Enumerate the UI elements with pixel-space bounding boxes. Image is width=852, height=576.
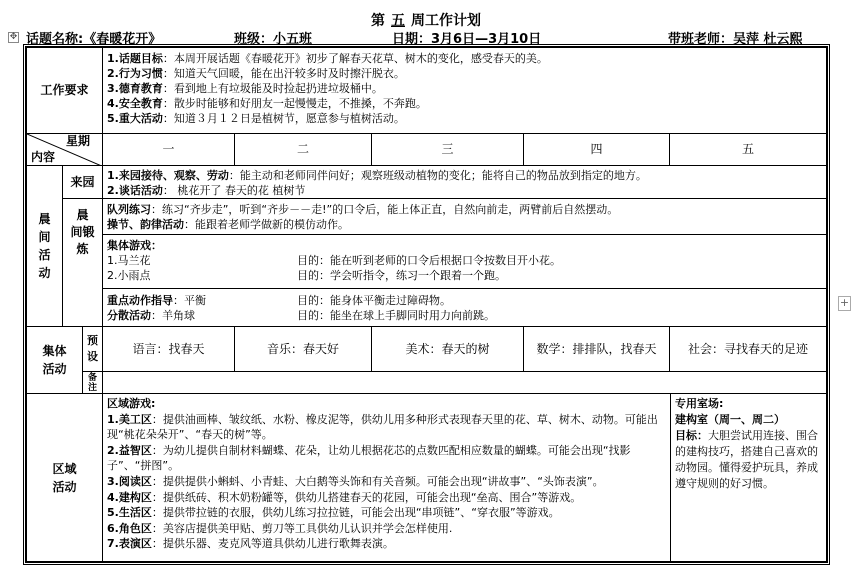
area-item-2: 2.益智区：为幼儿提供自制材料蝴蝶、花朵，让幼儿根据花芯的点数匹配相应数量的蝴蝶。可能会出现“找影子”、“拼图”。 (107, 443, 631, 473)
collective-day-5: 社会：寻找春天的足迹 (669, 326, 827, 372)
area-activity-label: 区域活动 (26, 393, 103, 562)
game-row-1: 1.马兰花 目的：能在听到老师的口令后根据口令按数目开小花。 (107, 254, 561, 267)
area-item-7: 7.表演区：提供乐器、麦克风等道具供幼儿进行歌舞表演。 (107, 537, 394, 551)
collective-day-2: 音乐：春天好 (234, 326, 372, 372)
req-1: 1.话题目标：本周开展话题《春暖花开》初步了解春天花草、树木的变化，感受春天的美。 (107, 52, 548, 65)
req-5: 5.重大活动：知道３月１２日是植树节，愿意参与植树活动。 (107, 112, 405, 125)
area-item-1: 1.美工区：提供油画棒、皱纹纸、水粉、橡皮泥等，供幼儿用多种形式表现春天里的花、草、树木、动物。可能出现“桃花朵朵开”、“春天的树”等。 (107, 412, 658, 442)
arrival-content: 1.来园接待、观察、劳动：能主动和老师同伴问好；观察班级动植物的变化；能将自己的物品放到指定的地方。 2.谈话活动： 桃花开了 春天的花 植树节 (102, 165, 827, 199)
class-name: 班级：小五班 (234, 32, 313, 47)
area-item-4: 4.建构区：提供纸砖、积木奶粉罐等，供幼儿搭建春天的花园，可能会出现“垒高、围合”等游戏。 (107, 490, 582, 504)
collective-day-4: 数学：排排队，找春天 (523, 326, 670, 372)
group-games-content: 集体游戏： 1.马兰花 目的：能在听到老师的口令后根据口令按数目开小花。 2.小雨点 目的：学会听指令，练习一个跟着一个跑。 (102, 234, 827, 289)
table-move-handle-icon[interactable]: ✥ (9, 32, 18, 42)
exercise-drill-content: 队列练习：练习“齐步走”，听到“齐步－－走!”的口令后，能上体正直，自然向前走，两臂前后自然摆动。 操节、韵律活动：能跟着老师学做新的模仿动作。 (102, 198, 827, 235)
special-room-content: 专用室场: 建构室（周一、周二） 目标：大胆尝试用连接、围合的建构技巧，搭建自己喜欢的动物园。懂得爱护玩具，养成遵守规则的好习惯。 (670, 393, 827, 562)
req-4: 4.安全教育：散步时能够和好朋友一起慢慢走，不推搡，不奔跑。 (107, 97, 427, 110)
work-requirements-label: 工作要求 (26, 47, 103, 134)
note-content (102, 371, 827, 394)
note-label: 备注 (82, 371, 103, 394)
teacher-names: 带班老师：吴萍 杜云熙 (668, 32, 803, 47)
collective-day-1: 语言：找春天 (102, 326, 235, 372)
topic-name: 话题名称:《春暖花开》 (26, 32, 162, 47)
page-title: 第 五 周工作计划 (371, 13, 481, 29)
collective-activity-label: 集体活动 (26, 326, 83, 394)
arrival-label: 来园 (62, 165, 103, 199)
work-requirements-content (102, 47, 827, 134)
week-number: 五 (391, 13, 405, 29)
add-column-icon[interactable]: + (839, 296, 850, 309)
area-item-6: 6.角色区：美容店提供美甲贴、剪刀等工具供幼儿认识并学会怎样使用. (107, 521, 453, 535)
req-2: 2.行为习惯：知道天气回暖，能在出汗较多时及时擦汗脱衣。 (107, 67, 405, 80)
focus-activity-content: 重点动作指导：平衡 目的：能身体平衡走过障碍物。 分散活动：羊角球 目的：能坐在球上手脚同时用力向前跳。 (102, 288, 827, 327)
area-games-content: 区域游戏: 1.美工区：提供油画棒、皱纹纸、水粉、橡皮泥等，供幼儿用多种形式表现春天里的花、草、树木、动物。可能出现“桃花朵朵开”、“春天的树”等。 2.益智区：为幼儿提供自制材料蝴蝶、花朵，让幼儿根据花芯的点数匹配相应数量的蝴蝶。可能会出现“找影子”、“拼图”。 3.阅读区：提供提供小蝌蚪、小青蛙、大白鹅等头饰和有关音频。可能会出现“讲故事”、“头饰表演”。 4.建构区：提供纸砖、积木奶粉罐等，供幼儿搭建春天的花园，可能会出现“垒高、围合”等游戏。 5.生活区：提供带拉链的衣服，供幼儿练习拉拉链，可能会出现“串项链”、“穿衣服”等游戏。 6.角色区：美容店提供美甲贴、剪刀等工具供幼儿认识并学会怎样使用. 7.表演区：提供乐器、麦克风等道具供幼儿进行歌舞表演。 (102, 393, 671, 562)
game-row-2: 2.小雨点 目的：学会听指令，练习一个跟着一个跑。 (107, 269, 506, 282)
weekly-plan-table (23, 44, 830, 565)
day-header-1: 一 (102, 133, 235, 166)
morning-exercise-label: 晨 间锻炼 (62, 198, 103, 327)
day-header-3: 三 (371, 133, 524, 166)
morning-activity-label: 晨间活动 (26, 165, 63, 327)
area-item-5: 5.生活区：提供带拉链的衣服，供幼儿练习拉拉链，可能会出现“串项链”、“穿衣服”等游戏。 (107, 506, 560, 520)
date-range: 日期：3月6日—3月10日 (392, 32, 542, 47)
weekday-corner-cell: 星期 内容 (26, 133, 103, 166)
day-header-5: 五 (669, 133, 827, 166)
day-header-2: 二 (234, 133, 372, 166)
day-header-4: 四 (523, 133, 670, 166)
area-item-3: 3.阅读区：提供提供小蝌蚪、小青蛙、大白鹅等头饰和有关音频。可能会出现“讲故事”、“头饰表演”。 (107, 474, 604, 488)
collective-day-3: 美术：春天的树 (371, 326, 524, 372)
req-3: 3.德育教育：看到地上有垃圾能及时捡起扔进垃圾桶中。 (107, 82, 383, 95)
preset-label: 预设 (82, 326, 103, 372)
